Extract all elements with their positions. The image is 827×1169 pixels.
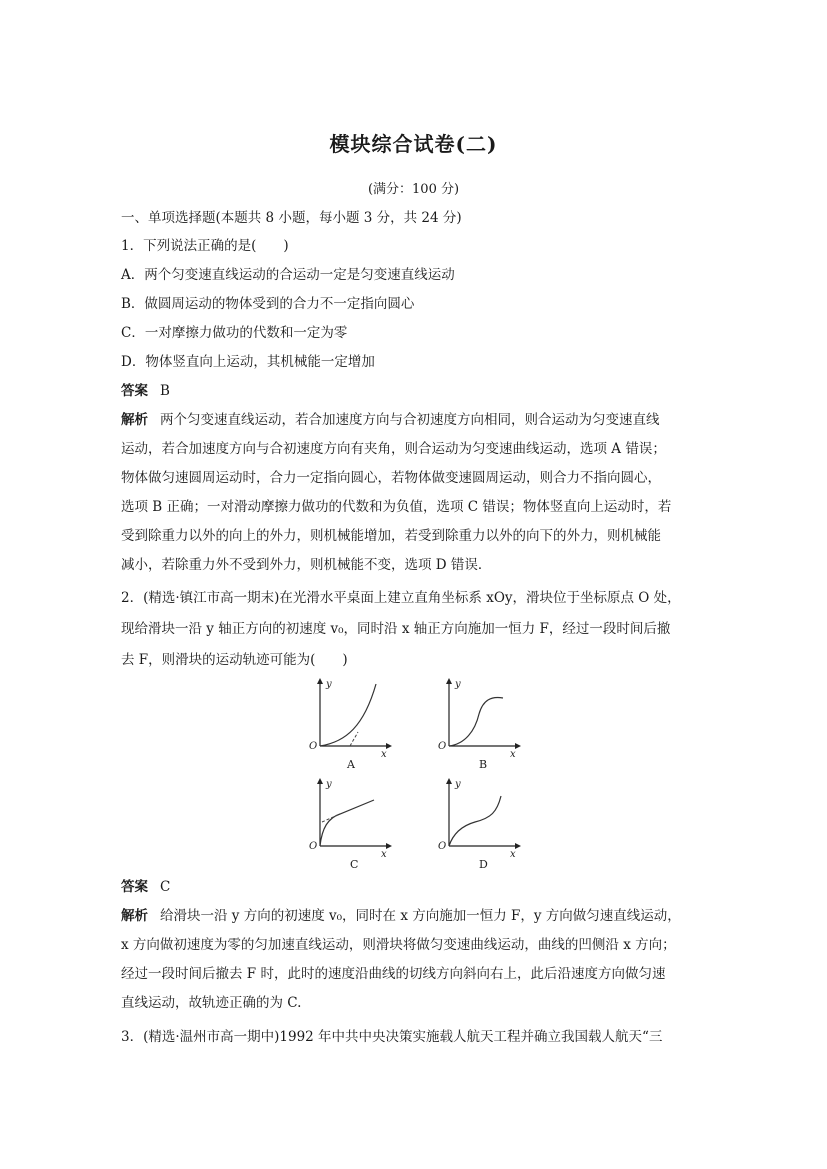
figure-caption: B — [479, 758, 488, 771]
figure-caption: D — [479, 858, 488, 871]
q1-analysis-line — [121, 410, 711, 430]
q1-analysis-line: 运动，若合加速度方向与合初速度方向有夹角，则合运动为匀变速曲线运动，选项 A 错误； — [121, 441, 666, 457]
figure-d — [435, 776, 521, 872]
x-label: x — [510, 849, 516, 860]
origin-label: O — [438, 741, 447, 752]
trajectory-curve — [320, 800, 374, 846]
x-label: x — [510, 749, 516, 760]
analysis-label: 解析 — [121, 908, 148, 924]
q2-answer — [121, 877, 711, 897]
q2-analysis-line: 直线运动，故轨迹正确的为 C. — [121, 995, 302, 1011]
y-label: y — [455, 779, 461, 790]
q3-stem: 3．(精选·温州市高一期中)1992 年中共中央决策实施载人航天工程并确立我国载人航天“三 — [121, 1029, 663, 1045]
tangent-line — [350, 732, 358, 746]
figure-b — [435, 676, 521, 772]
q2-analysis-line: 经过一段时间后撤去 F 时，此时的速度沿曲线的切线方向斜向右上，此后沿速度方向做匀速 — [121, 966, 666, 982]
q1-option-d: D．物体竖直向上运动，其机械能一定增加 — [121, 354, 375, 370]
q2-analysis-line: x 方向做初速度为零的匀加速直线运动，则滑块将做匀变速曲线运动，曲线的凹侧沿 x 方向； — [121, 937, 676, 953]
analysis-text: 两个匀变速直线运动，若合加速度方向与合初速度方向相同，则合运动为匀变速直线 — [160, 412, 660, 428]
q1-analysis-line: 减小，若除重力外不受到外力，则机械能不变，选项 D 错误． — [121, 557, 492, 573]
trajectory-curve — [320, 684, 376, 746]
y-label: y — [326, 779, 332, 790]
tangent-line — [322, 814, 340, 822]
analysis-label: 解析 — [121, 412, 148, 428]
section-heading: 一、单项选择题(本题共 8 小题，每小题 3 分，共 24 分) — [121, 210, 462, 226]
q1-answer — [121, 381, 711, 401]
analysis-text: 给滑块一沿 y 方向的初速度 v₀，同时在 x 方向施加一恒力 F，y 方向做匀速直线运动， — [160, 908, 681, 924]
figure-caption: C — [350, 858, 359, 871]
q2-stem-line: 去 F，则滑块的运动轨迹可能为( ) — [121, 652, 348, 668]
q1-option-b: B．做圆周运动的物体受到的合力不一定指向圆心 — [121, 296, 415, 312]
figure-a — [306, 676, 392, 772]
answer-label: 答案 — [121, 879, 148, 895]
q2-stem-line: 现给滑块一沿 y 轴正方向的初速度 v₀，同时沿 x 轴正方向施加一恒力 F，经过一段时间后撤 — [121, 621, 671, 637]
x-label: x — [381, 749, 387, 760]
origin-label: O — [309, 741, 318, 752]
x-label: x — [381, 849, 387, 860]
q1-option-a: A．两个匀变速直线运动的合运动一定是匀变速直线运动 — [121, 267, 455, 283]
y-label: y — [455, 679, 461, 690]
answer-value: C — [160, 879, 171, 895]
origin-label: O — [438, 841, 447, 852]
trajectory-curve — [449, 796, 501, 846]
full-score: (满分：100 分) — [367, 182, 460, 197]
q2-analysis-line — [121, 906, 711, 926]
q1-option-c: C．一对摩擦力做功的代数和一定为零 — [121, 325, 348, 341]
q1-analysis-line: 选项 B 正确；一对滑动摩擦力做功的代数和为负值，选项 C 错误；物体竖直向上运动时，若 — [121, 499, 672, 515]
q1-analysis-line: 物体做匀速圆周运动时，合力一定指向圆心，若物体做变速圆周运动，则合力不指向圆心， — [121, 470, 661, 486]
answer-label: 答案 — [121, 383, 148, 399]
answer-value: B — [160, 383, 170, 399]
trajectory-curve — [449, 698, 503, 746]
origin-label: O — [309, 841, 318, 852]
y-label: y — [326, 679, 332, 690]
q1-analysis-line: 受到除重力以外的向上的外力，则机械能增加，若受到除重力以外的向下的外力，则机械能 — [121, 528, 661, 544]
figure-c — [306, 776, 392, 872]
q2-stem-line: 2．(精选·镇江市高一期末)在光滑水平桌面上建立直角坐标系 xOy，滑块位于坐标原点 O 处， — [121, 590, 681, 606]
q1-stem: 1．下列说法正确的是( ) — [121, 238, 289, 254]
figure-caption: A — [347, 758, 355, 771]
page-title: 模块综合试卷(二) — [329, 132, 498, 156]
